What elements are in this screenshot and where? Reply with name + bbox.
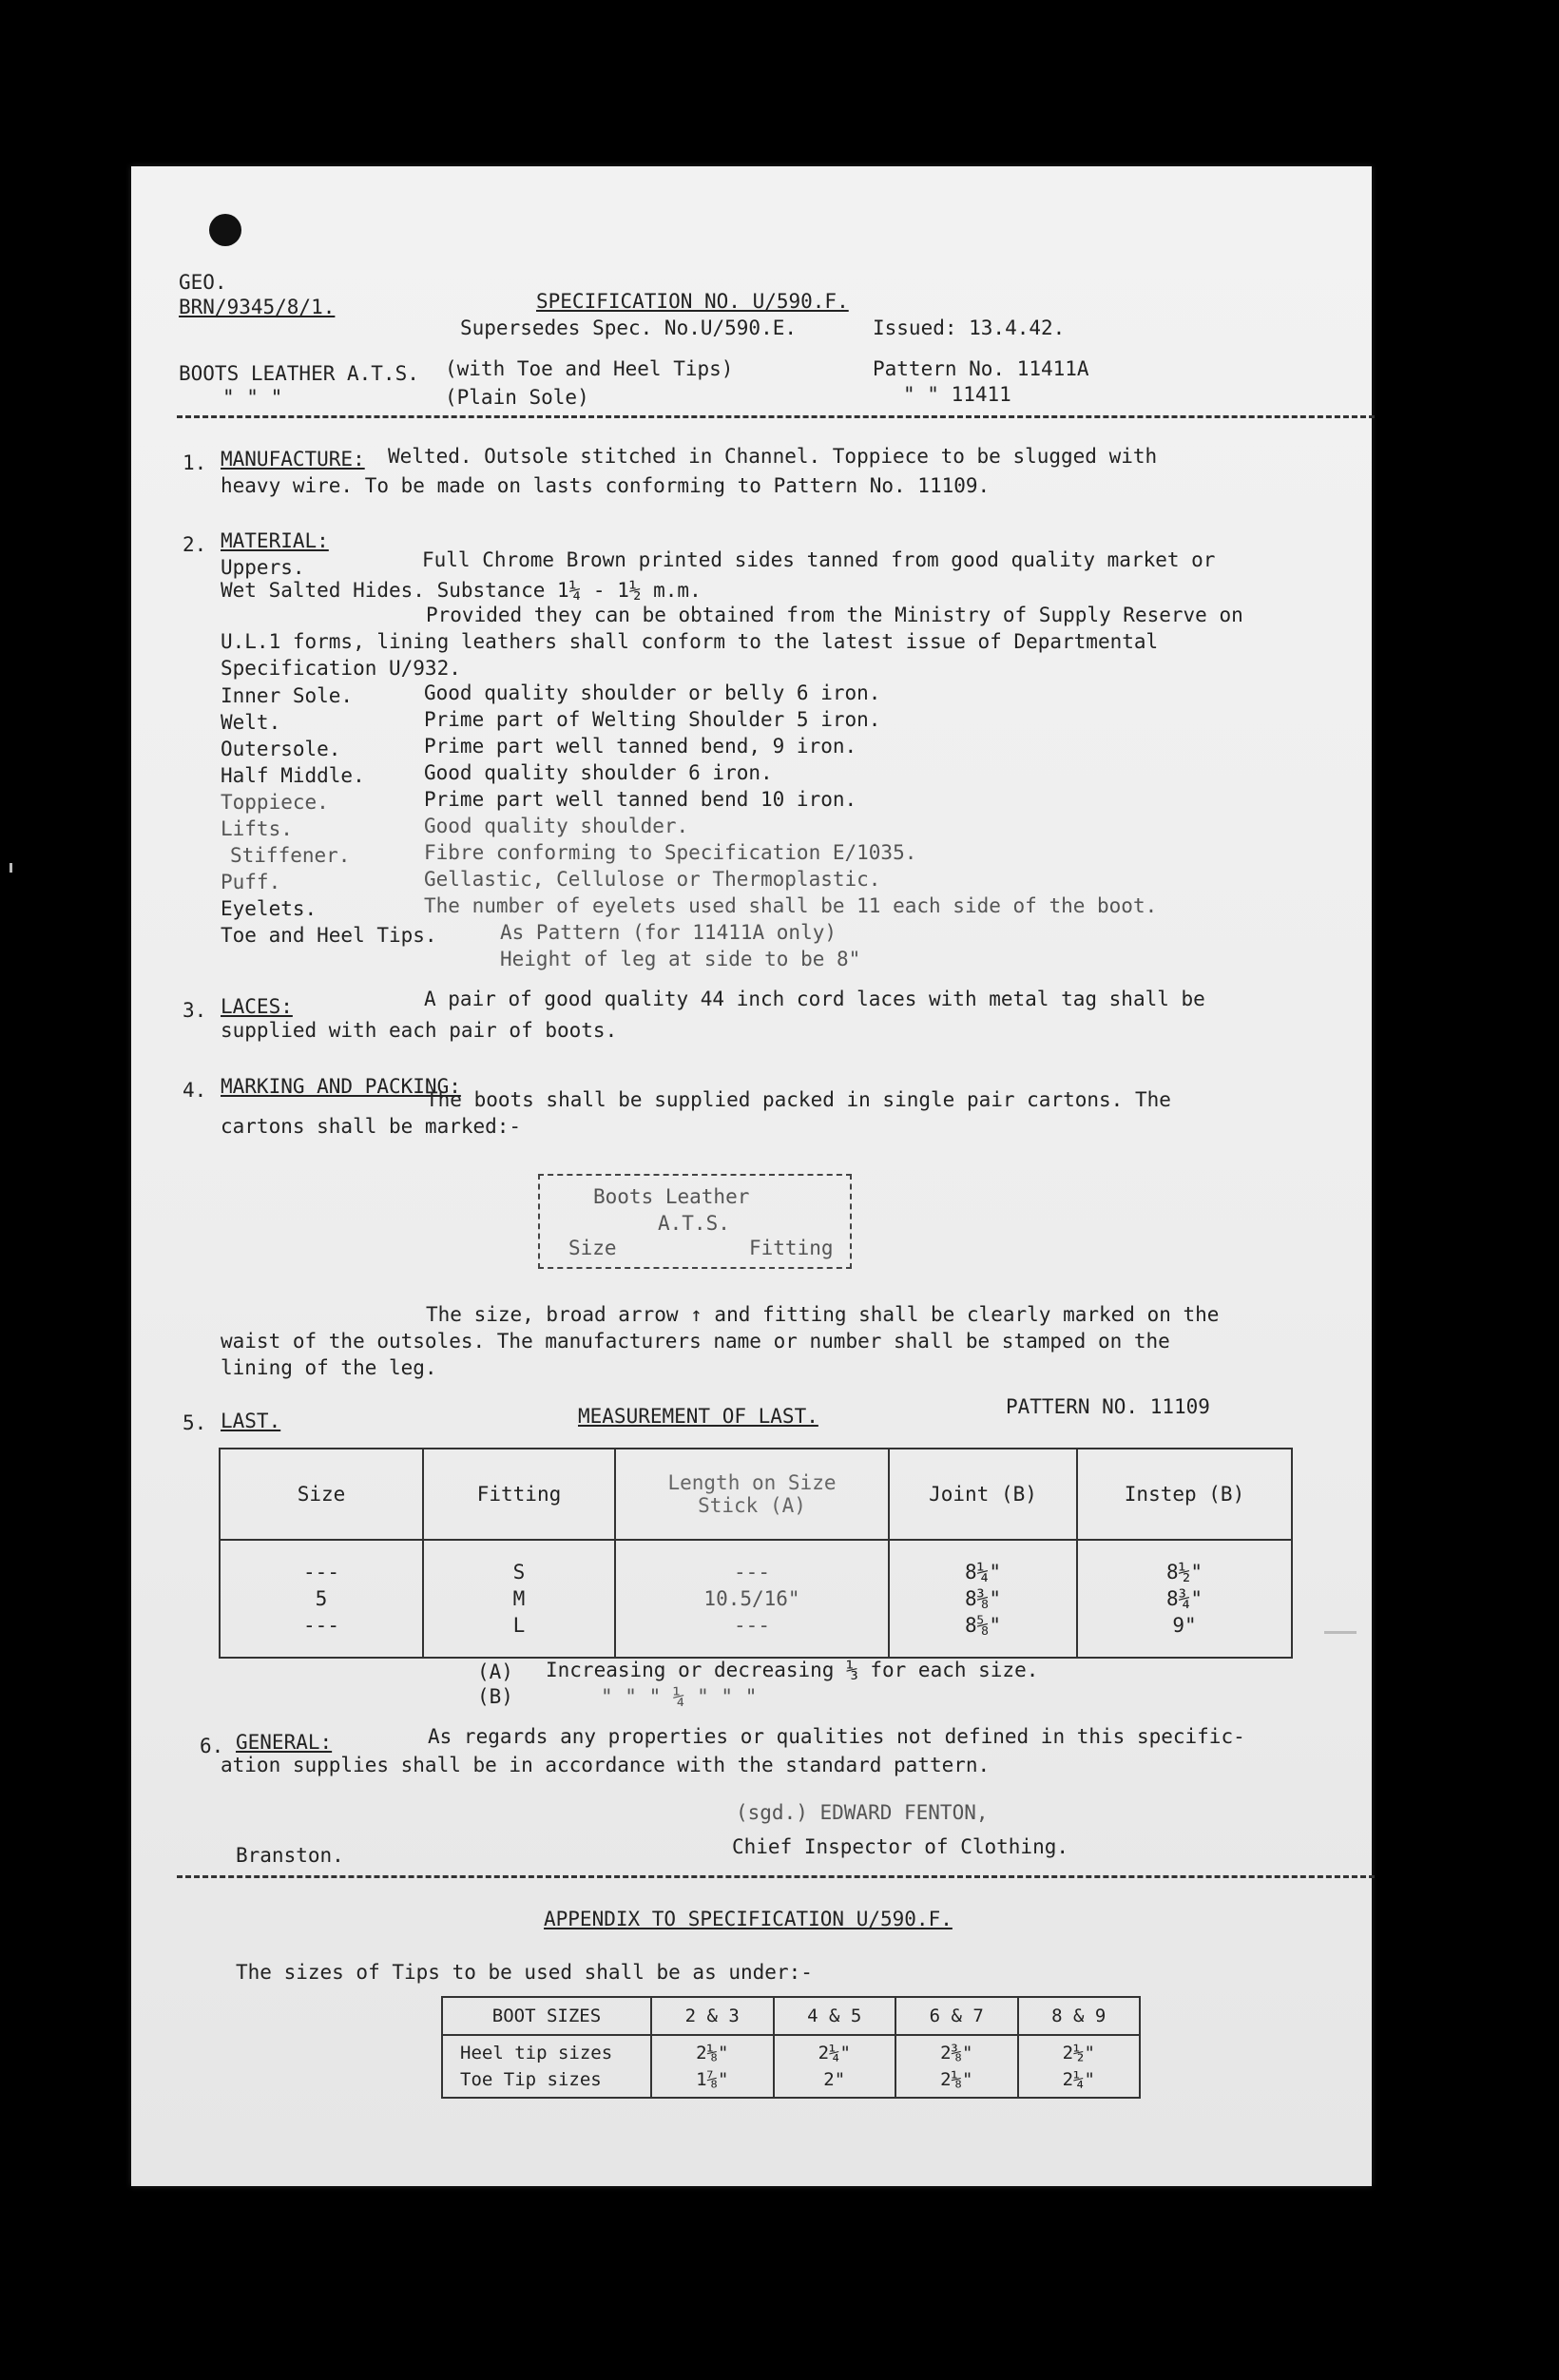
provided-line-1: Provided they can be obtained from the Ministry of Supply Reserve on bbox=[426, 604, 1243, 626]
material-label: Puff. bbox=[221, 871, 281, 893]
size-cell bbox=[220, 1540, 423, 1658]
heel-tip-value: 2¼" bbox=[818, 2043, 851, 2063]
heel-tip-value: 2⅜" bbox=[940, 2043, 973, 2063]
length-value: --- bbox=[734, 1614, 770, 1637]
item-a-pattern: Pattern No. 11411A bbox=[873, 357, 1089, 380]
instep-value: 9" bbox=[1172, 1614, 1197, 1637]
joint-value: 8⅜" bbox=[965, 1587, 1001, 1610]
tip-values bbox=[774, 2035, 896, 2098]
length-cell bbox=[615, 1540, 889, 1658]
s5-number: 5. bbox=[183, 1411, 207, 1434]
col-header-joint: Joint (B) bbox=[889, 1449, 1077, 1540]
punch-hole bbox=[209, 214, 241, 246]
material-spec: Good quality shoulder 6 iron. bbox=[424, 761, 773, 784]
s4-number: 4. bbox=[183, 1079, 207, 1102]
size-value: --- bbox=[303, 1614, 339, 1637]
provided-line-2: U.L.1 forms, lining leathers shall conform to the latest issue of Departmental bbox=[221, 630, 1159, 653]
last-table-title: MEASUREMENT OF LAST. bbox=[578, 1405, 818, 1428]
uppers-text: Full Chrome Brown printed sides tanned from good quality market or bbox=[422, 548, 1216, 571]
tip-sizes-table bbox=[441, 1996, 1141, 2099]
item-b-name: " " " bbox=[222, 386, 283, 409]
carton-line-2: A.T.S. bbox=[658, 1212, 730, 1235]
material-spec: Fibre conforming to Specification E/1035. bbox=[424, 841, 917, 864]
tip-values bbox=[1018, 2035, 1141, 2098]
appendix-title: APPENDIX TO SPECIFICATION U/590.F. bbox=[544, 1908, 953, 1930]
tip-values bbox=[895, 2035, 1018, 2098]
fitting-value: L bbox=[512, 1614, 526, 1637]
material-label: Lifts. bbox=[221, 817, 293, 840]
signatory-title: Chief Inspector of Clothing. bbox=[732, 1835, 1069, 1858]
carton-marking-box bbox=[538, 1174, 852, 1269]
note-b: " " " ¼ " " " bbox=[601, 1685, 758, 1708]
signature: (sgd.) EDWARD FENTON, bbox=[736, 1801, 989, 1824]
uppers-label: Uppers. bbox=[221, 556, 305, 579]
appendix-divider bbox=[177, 1875, 1375, 1878]
toe-tip-label: Toe Tip sizes bbox=[460, 2069, 602, 2090]
s6-number: 6. bbox=[200, 1735, 224, 1757]
uppers-text-2: Wet Salted Hides. Substance 1¼ - 1½ m.m. bbox=[221, 579, 702, 602]
tips-label: Toe and Heel Tips. bbox=[221, 924, 437, 947]
s1-heading: MANUFACTURE: bbox=[221, 448, 365, 470]
fitting-cell bbox=[423, 1540, 615, 1658]
s2-number: 2. bbox=[183, 533, 207, 556]
tip-header-size: 8 & 9 bbox=[1018, 1997, 1141, 2035]
material-label: Half Middle. bbox=[221, 764, 365, 787]
instep-cell bbox=[1077, 1540, 1292, 1658]
toe-tip-value: 1⅞" bbox=[696, 2069, 729, 2090]
material-label: Inner Sole. bbox=[221, 684, 354, 707]
instep-value: 8½" bbox=[1166, 1561, 1203, 1583]
s4-para-3: lining of the leg. bbox=[221, 1356, 437, 1379]
s5-heading: LAST. bbox=[221, 1410, 281, 1432]
supersedes: Supersedes Spec. No.U/590.E. bbox=[460, 317, 798, 339]
file-ref-2: BRN/9345/8/1. bbox=[179, 296, 336, 318]
s4-heading: MARKING AND PACKING: bbox=[221, 1075, 461, 1098]
item-b-note: (Plain Sole) bbox=[445, 386, 589, 409]
col-header-length: Length on Size Stick (A) bbox=[615, 1449, 889, 1540]
material-spec: Prime part well tanned bend 10 iron. bbox=[424, 788, 857, 811]
length-value: 10.5/16" bbox=[703, 1587, 800, 1610]
carton-line-1: Boots Leather bbox=[593, 1185, 750, 1208]
joint-value: 8¼" bbox=[965, 1561, 1001, 1583]
material-spec: Gellastic, Cellulose or Thermoplastic. bbox=[424, 868, 881, 891]
material-label: Welt. bbox=[221, 711, 281, 734]
material-spec: Prime part well tanned bend, 9 iron. bbox=[424, 735, 857, 758]
s3-line1: A pair of good quality 44 inch cord laces with metal tag shall be bbox=[424, 988, 1205, 1010]
material-spec: Prime part of Welting Shoulder 5 iron. bbox=[424, 708, 881, 731]
s3-heading: LACES: bbox=[221, 995, 293, 1018]
spec-number: SPECIFICATION NO. U/590.F. bbox=[536, 290, 849, 313]
edge-mark bbox=[10, 863, 12, 873]
tip-header-size: 4 & 5 bbox=[774, 1997, 896, 2035]
material-spec: Good quality shoulder. bbox=[424, 815, 689, 837]
s6-heading: GENERAL: bbox=[236, 1731, 333, 1754]
heel-tip-value: 2⅛" bbox=[696, 2043, 729, 2063]
toe-tip-value: 2" bbox=[823, 2069, 846, 2090]
carton-size: Size bbox=[568, 1237, 617, 1259]
fitting-value: M bbox=[512, 1587, 526, 1610]
s6-line2: ation supplies shall be in accordance with the standard pattern. bbox=[221, 1754, 991, 1776]
size-value: 5 bbox=[315, 1587, 328, 1610]
s6-line1: As regards any properties or qualities not defined in this specific- bbox=[428, 1725, 1245, 1748]
edge-mark bbox=[1324, 1631, 1357, 1634]
s3-line2: supplied with each pair of boots. bbox=[221, 1019, 618, 1042]
s3-number: 3. bbox=[183, 999, 207, 1022]
material-label: Outersole. bbox=[221, 738, 341, 760]
s1-number: 1. bbox=[183, 451, 207, 474]
col-header-size: Size bbox=[220, 1449, 423, 1540]
note-a: Increasing or decreasing ⅓ for each size. bbox=[546, 1659, 1039, 1681]
carton-fitting: Fitting bbox=[749, 1237, 834, 1259]
leg-height: Height of leg at side to be 8" bbox=[500, 948, 861, 970]
item-a-name: BOOTS LEATHER A.T.S. bbox=[179, 362, 419, 385]
document-page bbox=[131, 166, 1372, 2186]
heel-tip-label: Heel tip sizes bbox=[460, 2043, 613, 2063]
toe-tip-value: 2¼" bbox=[1062, 2069, 1095, 2090]
tip-values bbox=[651, 2035, 774, 2098]
material-label: Toppiece. bbox=[221, 791, 329, 814]
header-divider bbox=[177, 415, 1375, 418]
material-spec: Good quality shoulder or belly 6 iron. bbox=[424, 681, 881, 704]
appendix-intro: The sizes of Tips to be used shall be as under:- bbox=[236, 1961, 813, 1984]
material-spec: The number of eyelets used shall be 11 each side of the boot. bbox=[424, 894, 1158, 917]
s4-line2: cartons shall be marked:- bbox=[221, 1115, 522, 1138]
s1-line1: Welted. Outsole stitched in Channel. Toppiece to be slugged with bbox=[388, 445, 1158, 468]
s4-para-2: waist of the outsoles. The manufacturers name or number shall be stamped on the bbox=[221, 1330, 1170, 1353]
s2-heading: MATERIAL: bbox=[221, 529, 329, 552]
length-value: --- bbox=[734, 1561, 770, 1583]
note-b-marker: (B) bbox=[477, 1685, 513, 1708]
fitting-value: S bbox=[512, 1561, 526, 1583]
note-a-marker: (A) bbox=[477, 1660, 513, 1683]
provided-line-3: Specification U/932. bbox=[221, 657, 461, 680]
heel-tip-value: 2½" bbox=[1062, 2043, 1095, 2063]
col-header-fitting: Fitting bbox=[423, 1449, 615, 1540]
size-value: --- bbox=[303, 1561, 339, 1583]
tip-header-size: 6 & 7 bbox=[895, 1997, 1018, 2035]
s1-line2: heavy wire. To be made on lasts conforming to Pattern No. 11109. bbox=[221, 474, 991, 497]
s4-para-1: The size, broad arrow ↑ and fitting shall be clearly marked on the bbox=[426, 1303, 1220, 1326]
instep-value: 8¾" bbox=[1166, 1587, 1203, 1610]
item-b-pattern: " " 11411 bbox=[903, 383, 1011, 406]
joint-cell bbox=[889, 1540, 1077, 1658]
last-pattern: PATTERN NO. 11109 bbox=[1006, 1395, 1210, 1418]
col-header-instep: Instep (B) bbox=[1077, 1449, 1292, 1540]
item-a-note: (with Toe and Heel Tips) bbox=[445, 357, 734, 380]
tip-header-size: 2 & 3 bbox=[651, 1997, 774, 2035]
file-ref-1: GEO. bbox=[179, 271, 227, 294]
tips-text: As Pattern (for 11411A only) bbox=[500, 921, 837, 944]
tip-header-boot-sizes: BOOT SIZES bbox=[442, 1997, 651, 2035]
material-label: Eyelets. bbox=[221, 897, 318, 920]
joint-value: 8⅝" bbox=[965, 1614, 1001, 1637]
material-label: Stiffener. bbox=[230, 844, 351, 867]
issued-date: Issued: 13.4.42. bbox=[873, 317, 1066, 339]
s4-line1: The boots shall be supplied packed in single pair cartons. The bbox=[426, 1088, 1171, 1111]
toe-tip-value: 2⅛" bbox=[940, 2069, 973, 2090]
tip-row-labels bbox=[442, 2035, 651, 2098]
last-measurement-table bbox=[219, 1448, 1293, 1659]
place: Branston. bbox=[236, 1844, 344, 1867]
